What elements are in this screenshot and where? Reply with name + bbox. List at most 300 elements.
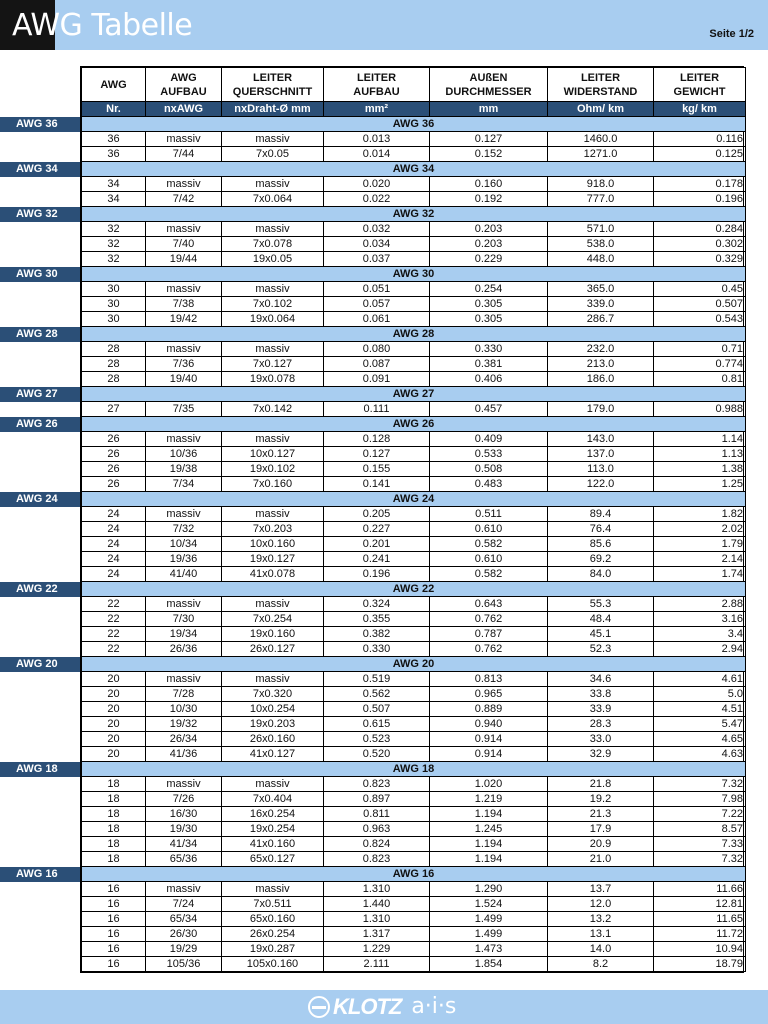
table-cell: 7/44 bbox=[146, 147, 222, 162]
table-cell: 7x0.320 bbox=[222, 687, 324, 702]
table-cell: 777.0 bbox=[548, 192, 654, 207]
column-header-line: LEITER bbox=[356, 71, 397, 84]
table-row bbox=[82, 687, 746, 702]
table-cell: 0.533 bbox=[430, 447, 548, 462]
table-cell: massiv bbox=[146, 342, 222, 357]
table-cell: 28.3 bbox=[548, 717, 654, 732]
table-cell: 32 bbox=[82, 237, 146, 252]
table-cell: 0.203 bbox=[430, 237, 548, 252]
group-header-row bbox=[82, 492, 746, 507]
table-row bbox=[82, 222, 746, 237]
table-row bbox=[82, 177, 746, 192]
table-row bbox=[82, 852, 746, 867]
table-cell: 11.66 bbox=[654, 882, 746, 897]
table-row bbox=[82, 717, 746, 732]
table-cell: 0.519 bbox=[324, 672, 430, 687]
table-row bbox=[82, 747, 746, 762]
table-cell: 16 bbox=[82, 912, 146, 927]
table-cell: 30 bbox=[82, 312, 146, 327]
table-cell: 19x0.254 bbox=[222, 822, 324, 837]
group-header-label: AWG 20 bbox=[82, 657, 746, 672]
table-cell: 0.037 bbox=[324, 252, 430, 267]
table-cell: massiv bbox=[222, 882, 324, 897]
side-group-label: AWG 20 bbox=[0, 657, 80, 672]
table-cell: 0.965 bbox=[430, 687, 548, 702]
table-cell: 13.1 bbox=[548, 927, 654, 942]
table-cell: 7.32 bbox=[654, 777, 746, 792]
table-cell: 0.152 bbox=[430, 147, 548, 162]
group-header-row bbox=[82, 327, 746, 342]
table-cell: 0.127 bbox=[430, 132, 548, 147]
table-cell: 0.305 bbox=[430, 297, 548, 312]
table-row bbox=[82, 612, 746, 627]
group-header-label: AWG 30 bbox=[82, 267, 746, 282]
table-cell: 19x0.203 bbox=[222, 717, 324, 732]
table-cell: 18 bbox=[82, 792, 146, 807]
table-cell: massiv bbox=[146, 282, 222, 297]
header-row bbox=[82, 68, 746, 102]
table-cell: 20 bbox=[82, 747, 146, 762]
table-row bbox=[82, 732, 746, 747]
table-cell: 26 bbox=[82, 477, 146, 492]
table-cell: 105x0.160 bbox=[222, 957, 324, 972]
table-cell: 1.82 bbox=[654, 507, 746, 522]
table-cell: 0.051 bbox=[324, 282, 430, 297]
table-cell: 17.9 bbox=[548, 822, 654, 837]
table-cell: massiv bbox=[146, 597, 222, 612]
table-cell: 0.160 bbox=[430, 177, 548, 192]
side-group-label: AWG 30 bbox=[0, 267, 80, 282]
table-cell: 7x0.078 bbox=[222, 237, 324, 252]
logo-text: KLOTZ bbox=[333, 994, 402, 1019]
table-cell: 3.16 bbox=[654, 612, 746, 627]
column-unit: mm bbox=[430, 102, 548, 117]
table-cell: 10x0.160 bbox=[222, 537, 324, 552]
table-cell: 2.94 bbox=[654, 642, 746, 657]
table-cell: 27 bbox=[82, 402, 146, 417]
table-cell: 0.057 bbox=[324, 297, 430, 312]
group-header-label: AWG 36 bbox=[82, 117, 746, 132]
table-cell: 14.0 bbox=[548, 942, 654, 957]
table-cell: 0.45 bbox=[654, 282, 746, 297]
table-cell: 0.020 bbox=[324, 177, 430, 192]
table-cell: 0.022 bbox=[324, 192, 430, 207]
table-cell: 0.091 bbox=[324, 372, 430, 387]
table-row bbox=[82, 537, 746, 552]
table-cell: massiv bbox=[222, 432, 324, 447]
table-cell: 2.14 bbox=[654, 552, 746, 567]
table-cell: 0.762 bbox=[430, 612, 548, 627]
group-header-row bbox=[82, 417, 746, 432]
group-header-label: AWG 28 bbox=[82, 327, 746, 342]
table-cell: 0.507 bbox=[324, 702, 430, 717]
table-cell: 33.8 bbox=[548, 687, 654, 702]
table-row bbox=[82, 567, 746, 582]
table-cell: massiv bbox=[222, 342, 324, 357]
table-cell: 0.811 bbox=[324, 807, 430, 822]
table-cell: 7/32 bbox=[146, 522, 222, 537]
table-cell: 4.51 bbox=[654, 702, 746, 717]
table-cell: 26/34 bbox=[146, 732, 222, 747]
table-cell: massiv bbox=[146, 432, 222, 447]
column-header bbox=[82, 68, 146, 102]
table-cell: 0.125 bbox=[654, 147, 746, 162]
table-cell: 26/30 bbox=[146, 927, 222, 942]
column-unit: kg/ km bbox=[654, 102, 746, 117]
table-cell: 0.192 bbox=[430, 192, 548, 207]
table-cell: 26 bbox=[82, 447, 146, 462]
group-header-label: AWG 32 bbox=[82, 207, 746, 222]
table-row bbox=[82, 372, 746, 387]
table-cell: 7.98 bbox=[654, 792, 746, 807]
table-cell: 143.0 bbox=[548, 432, 654, 447]
table-cell: 20 bbox=[82, 702, 146, 717]
table-cell: 16 bbox=[82, 927, 146, 942]
table-cell: 7x0.254 bbox=[222, 612, 324, 627]
table-cell: 32 bbox=[82, 252, 146, 267]
table-cell: 1.194 bbox=[430, 837, 548, 852]
table-cell: 36 bbox=[82, 147, 146, 162]
table-row bbox=[82, 837, 746, 852]
table-cell: massiv bbox=[222, 282, 324, 297]
table-row bbox=[82, 672, 746, 687]
table-cell: 10/36 bbox=[146, 447, 222, 462]
table-cell: 2.02 bbox=[654, 522, 746, 537]
table-cell: 65x0.127 bbox=[222, 852, 324, 867]
table-row bbox=[82, 702, 746, 717]
table-cell: 1.79 bbox=[654, 537, 746, 552]
table-row bbox=[82, 552, 746, 567]
table-cell: 19/32 bbox=[146, 717, 222, 732]
table-row bbox=[82, 147, 746, 162]
table-cell: 1.440 bbox=[324, 897, 430, 912]
table-cell: 33.9 bbox=[548, 702, 654, 717]
table-cell: 571.0 bbox=[548, 222, 654, 237]
table-row bbox=[82, 897, 746, 912]
table-cell: 0.013 bbox=[324, 132, 430, 147]
table-row bbox=[82, 132, 746, 147]
table-cell: 0.610 bbox=[430, 522, 548, 537]
table-cell: 1.74 bbox=[654, 567, 746, 582]
table-cell: 0.305 bbox=[430, 312, 548, 327]
table-cell: 19x0.102 bbox=[222, 462, 324, 477]
column-header bbox=[654, 68, 746, 102]
table-cell: 0.940 bbox=[430, 717, 548, 732]
column-unit: Ohm/ km bbox=[548, 102, 654, 117]
unit-row bbox=[82, 102, 746, 117]
table-cell: 16 bbox=[82, 942, 146, 957]
table-cell: 0.254 bbox=[430, 282, 548, 297]
table-cell: 19/29 bbox=[146, 942, 222, 957]
table-cell: 8.2 bbox=[548, 957, 654, 972]
table-cell: 7/40 bbox=[146, 237, 222, 252]
table-cell: 0.511 bbox=[430, 507, 548, 522]
table-row bbox=[82, 777, 746, 792]
table-row bbox=[82, 792, 746, 807]
table-cell: 1.25 bbox=[654, 477, 746, 492]
table-row bbox=[82, 252, 746, 267]
table-cell: 0.127 bbox=[324, 447, 430, 462]
table-cell: 26x0.254 bbox=[222, 927, 324, 942]
table-cell: 65/34 bbox=[146, 912, 222, 927]
table-cell: 7/28 bbox=[146, 687, 222, 702]
group-header-row bbox=[82, 267, 746, 282]
table-cell: 7.32 bbox=[654, 852, 746, 867]
table-cell: 12.0 bbox=[548, 897, 654, 912]
table-cell: 0.196 bbox=[654, 192, 746, 207]
table-cell: 1.310 bbox=[324, 882, 430, 897]
table-cell: 32 bbox=[82, 222, 146, 237]
table-cell: 2.111 bbox=[324, 957, 430, 972]
table-cell: 0.824 bbox=[324, 837, 430, 852]
table-cell: 13.2 bbox=[548, 912, 654, 927]
column-header-line: LEITER bbox=[679, 71, 720, 84]
table-cell: 24 bbox=[82, 522, 146, 537]
table-cell: 1460.0 bbox=[548, 132, 654, 147]
table-cell: 0.111 bbox=[324, 402, 430, 417]
table-cell: 0.087 bbox=[324, 357, 430, 372]
table-cell: 0.914 bbox=[430, 747, 548, 762]
table-cell: 22 bbox=[82, 642, 146, 657]
table-cell: 232.0 bbox=[548, 342, 654, 357]
table-cell: 7/24 bbox=[146, 897, 222, 912]
klotz-logo bbox=[308, 994, 456, 1020]
table-row bbox=[82, 807, 746, 822]
table-cell: 0.508 bbox=[430, 462, 548, 477]
table-cell: 48.4 bbox=[548, 612, 654, 627]
table-cell: 24 bbox=[82, 567, 146, 582]
column-header-line: AUßEN bbox=[469, 71, 508, 84]
table-cell: 0.582 bbox=[430, 567, 548, 582]
table-cell: 26 bbox=[82, 432, 146, 447]
table-cell: 7x0.203 bbox=[222, 522, 324, 537]
table-cell: massiv bbox=[146, 672, 222, 687]
table-cell: 0.523 bbox=[324, 732, 430, 747]
group-header-label: AWG 27 bbox=[82, 387, 746, 402]
table-cell: 0.914 bbox=[430, 732, 548, 747]
table-cell: 186.0 bbox=[548, 372, 654, 387]
table-cell: 1.219 bbox=[430, 792, 548, 807]
table-cell: 16 bbox=[82, 957, 146, 972]
table-row bbox=[82, 477, 746, 492]
table-cell: 12.81 bbox=[654, 897, 746, 912]
table-cell: 0.014 bbox=[324, 147, 430, 162]
column-header bbox=[324, 68, 430, 102]
table-cell: 20 bbox=[82, 717, 146, 732]
table-cell: 0.562 bbox=[324, 687, 430, 702]
table-cell: 33.0 bbox=[548, 732, 654, 747]
table-cell: 30 bbox=[82, 297, 146, 312]
table-cell: 1.499 bbox=[430, 912, 548, 927]
table-cell: massiv bbox=[222, 777, 324, 792]
table-cell: 13.7 bbox=[548, 882, 654, 897]
table-cell: 16 bbox=[82, 897, 146, 912]
table-cell: 89.4 bbox=[548, 507, 654, 522]
table-cell: 918.0 bbox=[548, 177, 654, 192]
table-cell: 26x0.127 bbox=[222, 642, 324, 657]
table-cell: 0.330 bbox=[430, 342, 548, 357]
table-cell: 0.381 bbox=[430, 357, 548, 372]
table-cell: 213.0 bbox=[548, 357, 654, 372]
table-cell: 52.3 bbox=[548, 642, 654, 657]
table-cell: massiv bbox=[222, 132, 324, 147]
table-cell: 16 bbox=[82, 882, 146, 897]
table-cell: 36 bbox=[82, 132, 146, 147]
table-cell: massiv bbox=[146, 132, 222, 147]
table-cell: 7/36 bbox=[146, 357, 222, 372]
table-cell: 0.227 bbox=[324, 522, 430, 537]
table-row bbox=[82, 237, 746, 252]
table-cell: 1.14 bbox=[654, 432, 746, 447]
table-cell: 0.128 bbox=[324, 432, 430, 447]
table-cell: 28 bbox=[82, 357, 146, 372]
table-cell: 1.310 bbox=[324, 912, 430, 927]
table-cell: 7/26 bbox=[146, 792, 222, 807]
table-cell: massiv bbox=[146, 777, 222, 792]
table-cell: 7x0.160 bbox=[222, 477, 324, 492]
table-row bbox=[82, 597, 746, 612]
table-cell: 41x0.078 bbox=[222, 567, 324, 582]
table-cell: 69.2 bbox=[548, 552, 654, 567]
table-cell: 4.65 bbox=[654, 732, 746, 747]
table-cell: 1.13 bbox=[654, 447, 746, 462]
table-cell: 22 bbox=[82, 627, 146, 642]
table-cell: 122.0 bbox=[548, 477, 654, 492]
table-cell: 0.061 bbox=[324, 312, 430, 327]
table-cell: 0.355 bbox=[324, 612, 430, 627]
group-header-row bbox=[82, 657, 746, 672]
side-group-label: AWG 27 bbox=[0, 387, 80, 402]
table-cell: 7/42 bbox=[146, 192, 222, 207]
table-cell: 21.0 bbox=[548, 852, 654, 867]
table-cell: 1.524 bbox=[430, 897, 548, 912]
table-cell: 24 bbox=[82, 507, 146, 522]
table-cell: 0.329 bbox=[654, 252, 746, 267]
table-cell: 0.520 bbox=[324, 747, 430, 762]
table-cell: 105/36 bbox=[146, 957, 222, 972]
table-cell: 0.382 bbox=[324, 627, 430, 642]
table-cell: 0.823 bbox=[324, 852, 430, 867]
table-cell: 41/36 bbox=[146, 747, 222, 762]
table-cell: 45.1 bbox=[548, 627, 654, 642]
column-header bbox=[430, 68, 548, 102]
table-cell: 1.473 bbox=[430, 942, 548, 957]
table-cell: 10x0.254 bbox=[222, 702, 324, 717]
side-group-label: AWG 26 bbox=[0, 417, 80, 432]
footer-bar bbox=[0, 990, 768, 1024]
table-cell: 21.8 bbox=[548, 777, 654, 792]
table-cell: 11.72 bbox=[654, 927, 746, 942]
table-cell: 0.284 bbox=[654, 222, 746, 237]
table-cell: 538.0 bbox=[548, 237, 654, 252]
column-header-line: QUERSCHNITT bbox=[232, 85, 313, 98]
table-cell: 20 bbox=[82, 672, 146, 687]
table-row bbox=[82, 822, 746, 837]
table-cell: 7x0.127 bbox=[222, 357, 324, 372]
table-cell: 4.61 bbox=[654, 672, 746, 687]
table-cell: 137.0 bbox=[548, 447, 654, 462]
group-header-row bbox=[82, 117, 746, 132]
table-cell: 41x0.160 bbox=[222, 837, 324, 852]
table-cell: 19/30 bbox=[146, 822, 222, 837]
column-header-line: GEWICHT bbox=[673, 85, 726, 98]
table-cell: 5.47 bbox=[654, 717, 746, 732]
table-cell: 22 bbox=[82, 612, 146, 627]
table-cell: 0.302 bbox=[654, 237, 746, 252]
table-cell: 0.582 bbox=[430, 537, 548, 552]
table-cell: 65/36 bbox=[146, 852, 222, 867]
table-cell: 7x0.05 bbox=[222, 147, 324, 162]
header-bar bbox=[0, 0, 768, 50]
table-row bbox=[82, 432, 746, 447]
table-cell: 10x0.127 bbox=[222, 447, 324, 462]
logo-suffix: a·i·s bbox=[411, 994, 457, 1019]
side-group-label: AWG 16 bbox=[0, 867, 80, 882]
table-cell: 19x0.05 bbox=[222, 252, 324, 267]
group-header-row bbox=[82, 867, 746, 882]
table-cell: 0.813 bbox=[430, 672, 548, 687]
table-cell: massiv bbox=[222, 222, 324, 237]
awg-table-container bbox=[80, 66, 744, 973]
table-row bbox=[82, 957, 746, 972]
table-cell: 19x0.160 bbox=[222, 627, 324, 642]
klotz-logo-icon bbox=[308, 996, 330, 1018]
table-cell: 24 bbox=[82, 537, 146, 552]
table-row bbox=[82, 192, 746, 207]
table-row bbox=[82, 927, 746, 942]
table-cell: 32.9 bbox=[548, 747, 654, 762]
table-row bbox=[82, 312, 746, 327]
table-row bbox=[82, 522, 746, 537]
table-cell: 19/36 bbox=[146, 552, 222, 567]
table-cell: 41x0.127 bbox=[222, 747, 324, 762]
table-cell: 21.3 bbox=[548, 807, 654, 822]
table-row bbox=[82, 297, 746, 312]
table-cell: 16x0.254 bbox=[222, 807, 324, 822]
table-cell: 0.507 bbox=[654, 297, 746, 312]
table-cell: 76.4 bbox=[548, 522, 654, 537]
table-cell: 7x0.064 bbox=[222, 192, 324, 207]
table-cell: 19/44 bbox=[146, 252, 222, 267]
side-group-label: AWG 18 bbox=[0, 762, 80, 777]
table-row bbox=[82, 402, 746, 417]
side-group-label: AWG 28 bbox=[0, 327, 80, 342]
table-row bbox=[82, 447, 746, 462]
table-cell: 0.81 bbox=[654, 372, 746, 387]
table-cell: 19.2 bbox=[548, 792, 654, 807]
table-cell: 0.615 bbox=[324, 717, 430, 732]
table-cell: 1.245 bbox=[430, 822, 548, 837]
column-header bbox=[222, 68, 324, 102]
table-cell: 1.317 bbox=[324, 927, 430, 942]
table-cell: 19/38 bbox=[146, 462, 222, 477]
table-cell: 7x0.102 bbox=[222, 297, 324, 312]
table-cell: massiv bbox=[146, 507, 222, 522]
table-cell: 1.229 bbox=[324, 942, 430, 957]
table-cell: 1.020 bbox=[430, 777, 548, 792]
table-cell: 34 bbox=[82, 177, 146, 192]
table-cell: 0.483 bbox=[430, 477, 548, 492]
column-header-line: AWG bbox=[100, 78, 127, 91]
table-cell: 0.988 bbox=[654, 402, 746, 417]
table-cell: 7/34 bbox=[146, 477, 222, 492]
table-cell: 1.499 bbox=[430, 927, 548, 942]
table-cell: 7.22 bbox=[654, 807, 746, 822]
table-cell: massiv bbox=[146, 177, 222, 192]
table-cell: 24 bbox=[82, 552, 146, 567]
column-header-line: AUFBAU bbox=[353, 85, 400, 98]
table-cell: 0.543 bbox=[654, 312, 746, 327]
